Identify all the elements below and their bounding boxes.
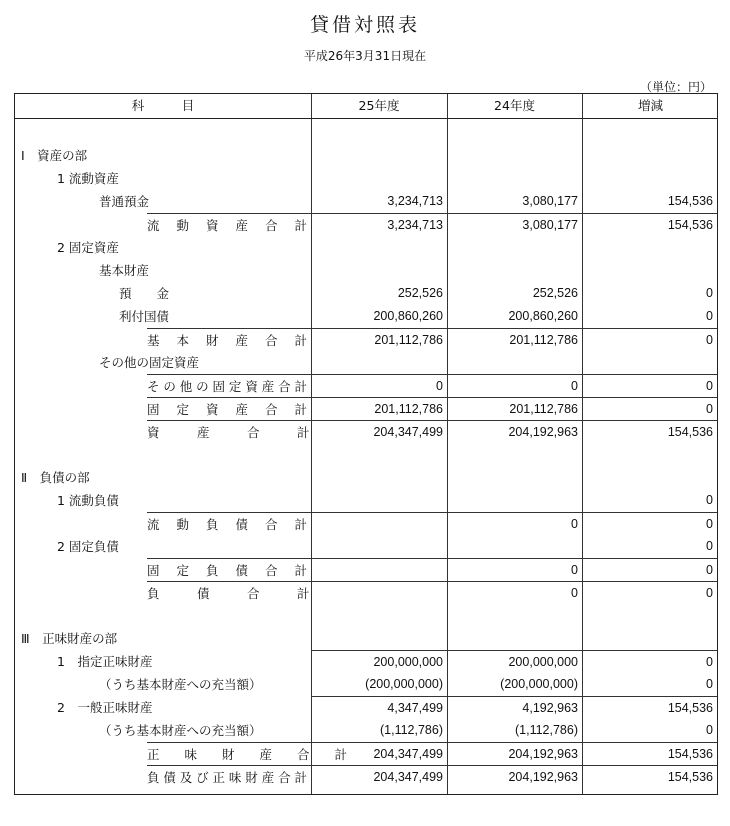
amount-cell: 0 bbox=[582, 374, 717, 397]
table-row bbox=[15, 167, 717, 190]
row-label: 1 指定正味財産 bbox=[57, 654, 153, 669]
amount-cell: 0 bbox=[582, 581, 717, 604]
table-row bbox=[15, 397, 717, 420]
amount-cell bbox=[311, 512, 447, 535]
table-row bbox=[15, 328, 717, 351]
amount-cell: 0 bbox=[582, 558, 717, 581]
row-label: 1 流動負債 bbox=[57, 493, 119, 508]
amount-cell: 3,234,713 bbox=[311, 213, 447, 236]
unit-label: （単位：円） bbox=[639, 80, 712, 94]
row-label: 固 定 資 産 合 計 bbox=[147, 397, 311, 420]
amount-cell: (200,000,000) bbox=[365, 677, 443, 691]
row-label: 負債及び正味財産合計 bbox=[147, 765, 311, 788]
amount-cell: 0 bbox=[582, 512, 717, 535]
row-label: 普通預金 bbox=[99, 194, 150, 209]
amount-cell: 154,536 bbox=[582, 742, 717, 765]
header-fy24: 24年度 bbox=[494, 98, 535, 113]
header-subject: 科 目 bbox=[131, 98, 195, 113]
amount-cell: 204,347,499 bbox=[311, 742, 447, 765]
amount-cell: (200,000,000) bbox=[500, 677, 578, 691]
amount-cell: 3,080,177 bbox=[522, 194, 578, 208]
table-row bbox=[15, 627, 717, 650]
amount-cell: 4,192,963 bbox=[447, 696, 582, 719]
table-row bbox=[15, 144, 717, 167]
table-row bbox=[15, 696, 717, 719]
header-fy25: 25年度 bbox=[358, 98, 400, 113]
amount-cell: 252,526 bbox=[532, 286, 578, 300]
row-label: 流 動 資 産 合 計 bbox=[147, 213, 311, 236]
amount-cell: 0 bbox=[447, 512, 582, 535]
amount-cell: 0 bbox=[447, 374, 582, 397]
row-label: （うち基本財産への充当額） bbox=[99, 677, 262, 692]
amount-cell: 154,536 bbox=[582, 765, 717, 788]
table-header bbox=[15, 94, 717, 119]
amount-cell: 154,536 bbox=[582, 420, 717, 443]
amount-cell: 0 bbox=[706, 723, 713, 737]
amount-cell bbox=[311, 558, 447, 581]
amount-cell: 3,080,177 bbox=[447, 213, 582, 236]
row-label: 正 味 財 産 合 計 bbox=[147, 742, 311, 765]
amount-cell: 0 bbox=[311, 374, 447, 397]
amount-cell: 204,192,963 bbox=[447, 420, 582, 443]
table-row bbox=[15, 489, 717, 512]
amount-cell: (1,112,786) bbox=[379, 723, 443, 737]
amount-cell: 201,112,786 bbox=[447, 397, 582, 420]
row-label: 2 固定負債 bbox=[57, 539, 119, 554]
amount-cell: 4,347,499 bbox=[311, 696, 447, 719]
amount-cell: 154,536 bbox=[582, 213, 717, 236]
header-change: 増減 bbox=[637, 98, 663, 113]
amount-cell: 3,234,713 bbox=[387, 194, 443, 208]
amount-cell: (1,112,786) bbox=[514, 723, 578, 737]
row-label: Ⅱ 負債の部 bbox=[21, 470, 90, 485]
row-label: （うち基本財産への充当額） bbox=[99, 723, 262, 738]
table-row bbox=[15, 581, 717, 604]
table-row bbox=[15, 374, 717, 397]
row-label: 固 定 負 債 合 計 bbox=[147, 558, 311, 581]
amount-cell: 0 bbox=[582, 397, 717, 420]
amount-cell: 201,112,786 bbox=[447, 328, 582, 351]
amount-cell: 0 bbox=[706, 677, 713, 691]
table-row bbox=[15, 443, 717, 466]
table-row bbox=[15, 742, 717, 765]
table-row bbox=[15, 259, 717, 282]
table-row bbox=[15, 282, 717, 305]
amount-cell: 204,347,499 bbox=[311, 420, 447, 443]
amount-cell: 204,192,963 bbox=[447, 742, 582, 765]
table-row bbox=[15, 351, 717, 374]
amount-cell: 252,526 bbox=[397, 286, 443, 300]
amount-cell: 200,000,000 bbox=[447, 650, 582, 673]
page-title: 貸借対照表 bbox=[309, 14, 420, 36]
row-label: その他の固定資産合計 bbox=[147, 374, 311, 397]
table-row bbox=[15, 213, 717, 236]
table-row bbox=[15, 190, 717, 213]
row-label: 利付国債 bbox=[119, 309, 170, 324]
table-row bbox=[15, 604, 717, 627]
amount-cell bbox=[311, 581, 447, 604]
amount-cell: 154,536 bbox=[582, 696, 717, 719]
amount-cell: 0 bbox=[706, 539, 713, 553]
table-row bbox=[15, 765, 717, 788]
amount-cell: 200,860,260 bbox=[373, 309, 443, 323]
balance-sheet-table bbox=[14, 93, 718, 795]
row-label: 負 債 合 計 bbox=[147, 581, 311, 604]
amount-cell: 0 bbox=[706, 309, 713, 323]
table-row bbox=[15, 466, 717, 489]
row-label: Ⅲ 正味財産の部 bbox=[21, 631, 118, 646]
table-row bbox=[15, 512, 717, 535]
table-row bbox=[15, 650, 717, 673]
row-label: 基 本 財 産 合 計 bbox=[147, 328, 311, 351]
row-label: 2 一般正味財産 bbox=[57, 700, 153, 715]
row-label: 2 固定資産 bbox=[57, 240, 119, 255]
row-label: 流 動 負 債 合 計 bbox=[147, 512, 311, 535]
table-row bbox=[15, 236, 717, 259]
row-label: 基本財産 bbox=[99, 263, 150, 278]
row-label: 預 金 bbox=[119, 286, 170, 301]
amount-cell: 0 bbox=[706, 493, 713, 507]
table-row bbox=[15, 305, 717, 328]
amount-cell: 200,000,000 bbox=[311, 650, 447, 673]
amount-cell: 154,536 bbox=[667, 194, 713, 208]
table-row bbox=[15, 535, 717, 558]
as-of-date: 平成26年3月31日現在 bbox=[303, 49, 427, 63]
amount-cell: 0 bbox=[447, 581, 582, 604]
row-label: 1 流動資産 bbox=[57, 171, 119, 186]
amount-cell: 201,112,786 bbox=[311, 397, 447, 420]
table-row bbox=[15, 420, 717, 443]
table-row bbox=[15, 673, 717, 696]
amount-cell: 0 bbox=[582, 328, 717, 351]
amount-cell: 200,860,260 bbox=[508, 309, 578, 323]
amount-cell: 204,347,499 bbox=[311, 765, 447, 788]
amount-cell: 0 bbox=[582, 650, 717, 673]
row-label: 資 産 合 計 bbox=[147, 420, 311, 443]
amount-cell: 0 bbox=[447, 558, 582, 581]
amount-cell: 0 bbox=[706, 286, 713, 300]
table-row bbox=[15, 558, 717, 581]
amount-cell: 201,112,786 bbox=[311, 328, 447, 351]
row-label: Ⅰ 資産の部 bbox=[21, 148, 88, 163]
amount-cell: 204,192,963 bbox=[447, 765, 582, 788]
table-row bbox=[15, 719, 717, 742]
row-label: その他の固定資産 bbox=[99, 355, 200, 370]
